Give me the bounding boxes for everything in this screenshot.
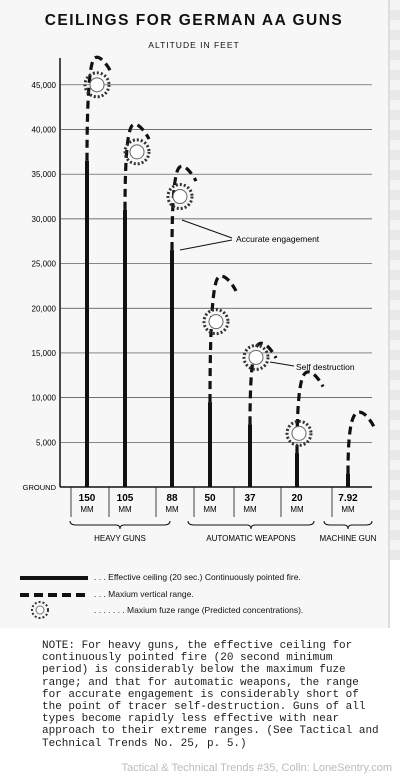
group-bracket: [324, 521, 372, 529]
legend-label-vertical: . . . Maxium vertical range.: [94, 589, 194, 599]
group-bracket: [188, 521, 314, 529]
y-tick-label: 25,000: [31, 259, 56, 269]
x-tick-label: 88: [166, 493, 178, 504]
x-tick-label: 20: [291, 493, 303, 504]
annotation-accurate-engagement: Accurate engagement: [236, 234, 320, 244]
group-label: MACHINE GUN: [319, 534, 377, 543]
legend-label-effective: . . . Effective ceiling (20 sec.) Continuously pointed fire.: [94, 572, 301, 582]
chart-title: CEILINGS FOR GERMAN AA GUNS: [44, 12, 344, 29]
y-tick-label: 15,000: [31, 348, 56, 358]
fuze-range-burst-core: [209, 315, 223, 329]
y-tick-label-ground: GROUND: [22, 483, 56, 492]
y-axis-label: ALTITUDE IN FEET: [148, 40, 240, 50]
max-vertical-range-trajectory: [210, 276, 236, 402]
max-vertical-range-trajectory: [172, 166, 196, 250]
annotation-arrow: [182, 220, 232, 238]
y-tick-label: 5,000: [35, 438, 56, 448]
y-tick-label: 10,000: [31, 393, 56, 403]
y-tick-label: 40,000: [31, 125, 56, 135]
burst-swatch: [20, 600, 90, 620]
x-tick-label: 105: [116, 493, 134, 504]
x-tick-label: 150: [78, 493, 96, 504]
max-vertical-range-trajectory: [297, 372, 323, 453]
x-tick-unit: MM: [203, 505, 217, 514]
group-bracket: [70, 521, 170, 529]
max-vertical-range-trajectory: [87, 57, 111, 160]
annotation-arrow: [180, 240, 232, 250]
x-tick-unit: MM: [341, 505, 355, 514]
annotation-self-destruction: Self destruction: [296, 362, 355, 372]
x-tick-unit: MM: [165, 505, 179, 514]
x-tick-unit: MM: [243, 505, 257, 514]
fuze-range-burst-core: [130, 145, 144, 159]
x-tick-label: 37: [244, 493, 256, 504]
group-label: AUTOMATIC WEAPONS: [206, 534, 296, 543]
note-paragraph: NOTE: For heavy guns, the effective ceiling for continuously pointed fire (20 second minimum period) is considerably below the maximum fuze range; and that for automatic weapons, the range for accurate engagement is considerably short of the point of tracer self-destruction. Guns of all types become rapidly less effective with near approach to their extreme ranges. (See Tactical and Technical Trends No. 25, p. 5.): [42, 640, 379, 750]
x-tick-unit: MM: [80, 505, 94, 514]
fuze-range-burst-core: [249, 350, 263, 364]
annotation-arrow: [270, 362, 294, 366]
y-tick-label: 20,000: [31, 304, 56, 314]
y-tick-label: 45,000: [31, 80, 56, 90]
legend-label-fuze: . . . . . . . Maxium fuze range (Predicted concentrations).: [94, 605, 304, 615]
max-vertical-range-trajectory: [348, 412, 374, 473]
solid-line-swatch: [20, 570, 90, 586]
max-vertical-range-trajectory: [125, 124, 149, 210]
x-tick-label: 50: [204, 493, 216, 504]
fuze-range-burst-core: [173, 190, 187, 204]
x-tick-unit: MM: [290, 505, 304, 514]
fuze-range-burst-core: [292, 426, 306, 440]
fuze-range-burst-core: [90, 78, 104, 92]
legend: [0, 565, 388, 621]
group-label: HEAVY GUNS: [94, 534, 146, 543]
x-tick-unit: MM: [118, 505, 132, 514]
x-tick-label: 7.92: [338, 493, 358, 504]
y-tick-label: 35,000: [31, 170, 56, 180]
y-tick-label: 30,000: [31, 214, 56, 224]
footer-credit: Tactical & Technical Trends #35, Colln: LoneSentry.com: [121, 762, 392, 774]
